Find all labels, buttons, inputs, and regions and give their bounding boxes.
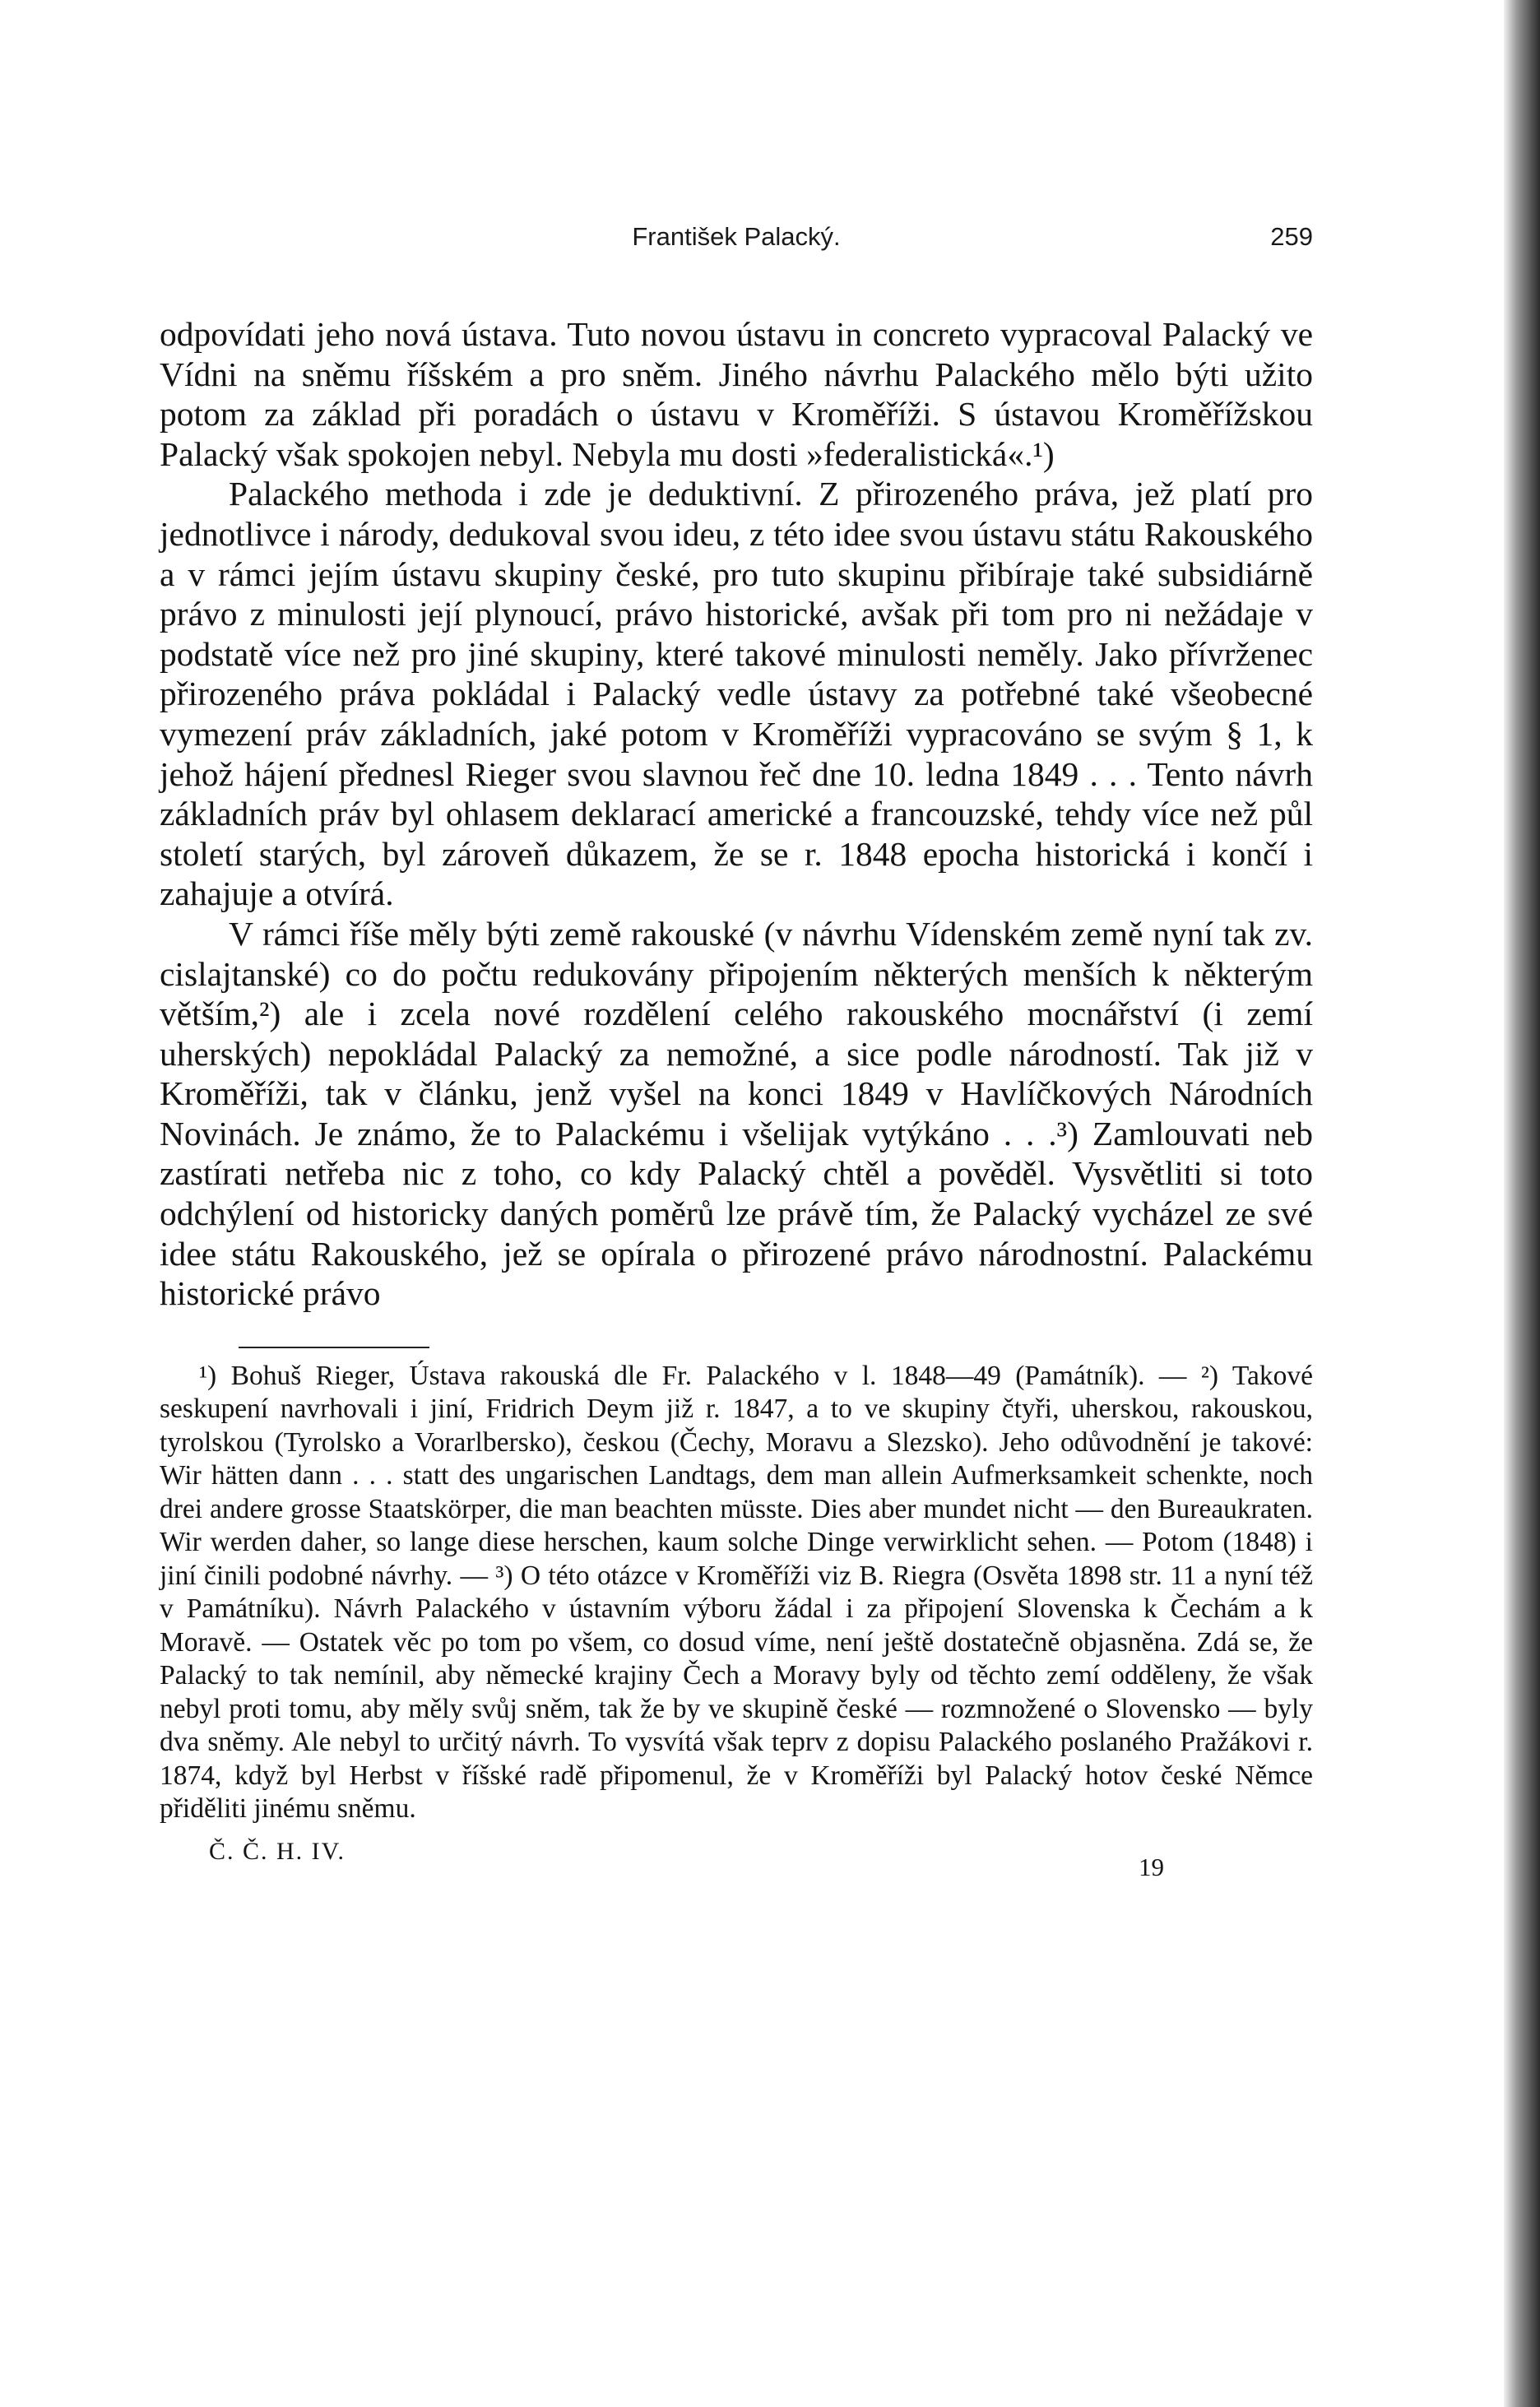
footnote-text: ¹) Bohuš Rieger, Ústava rakouská dle Fr. Palackého v l. 1848—49 (Památník). — ²) Takové seskupení navrhovali i jiní, Fridrich Deym již r. 1847, a to ve skupiny čtyři, uherskou, rakouskou, tyrolskou (Tyrolsko a Vorarlbersko), českou (Čechy, Moravu a Slezsko). Jeho odůvodnění je takové: Wir hätten dann . . . statt des ungarischen Landtags, dem man allein Aufmerksamkeit schenkte, noch drei andere grosse Staatskörper, die man beachten müsste. Dies aber mundet nicht — den Bureaukraten. Wir werden daher, so lange diese herschen, kaum solche Dinge verwirklicht sehen. — Potom (1848) i jiní činili podobné návrhy. — ³) O této otázce v Kroměříži viz B. Riegra (Osvěta 1898 str. 11 a nyní též v Památníku). Návrh Palackého v ústavním výboru žádal i za připojení Slovenska k Čechám a k Moravě. — Ostatek věc po tom po všem, co dosud víme, není ještě dostatečně objasněna. Zdá se, že Palacký to tak nemínil, aby německé krajiny Čech a Moravy byly od těchto zemí odděleny, že však nebyl proti tomu, aby měly svůj sněm, tak že by ve skupině české — rozmnožené o Slovensko — byly dva sněmy. Ale nebyl to určitý návrh. To vysvítá však teprv z dopisu Palackého poslaného Pražákovi r. 1874, když byl Herbst v říšské radě připomenul, že v Kroměříži byl Palacký hotov české Němce přiděliti jinému sněmu.	[160, 1360, 1313, 1825]
footnote-separator	[239, 1347, 429, 1348]
paragraph-2: Palackého methoda i zde je deduktivní. Z přirozeného práva, jež platí pro jednotlivce i národy, dedukoval svou ideu, z této idee svou ústavu státu Rakouského a v rámci jejím ústavu skupiny české, pro tuto skupinu přibíraje také subsidiárně právo z minulosti její plynoucí, právo historické, avšak při tom pro ni nežádaje v podstatě více než pro jiné skupiny, které takové minulosti neměly. Jako přívrženec přirozeného práva pokládal i Palacký vedle ústavy za potřebné také všeobecné vymezení práv základních, jaké potom v Kroměříži vypracováno se svým § 1, k jehož hájení přednesl Rieger svou slavnou řeč dne 10. ledna 1849 . . . Tento návrh základních práv byl ohlasem deklarací americké a francouzské, tehdy více než půl století starých, byl zároveň důkazem, že se r. 1848 epocha historická i končí i zahajuje a otvírá.	[160, 475, 1313, 913]
running-title: František Palacký.	[632, 222, 841, 251]
paragraph-3: V rámci říše měly býti země rakouské (v návrhu Vídenském země nyní tak zv. cislajtanské) co do počtu redukovány připojením některých menších k některým větším,²) ale i zcela nové rozdělení celého rakouského mocnářství (i zemí uherských) nepokládal Palacký za nemožné, a sice podle národností. Tak již v Kroměříži, tak v článku, jenž vyšel na konci 1849 v Havlíčkových Národních Novinách. Je známo, že to Palackému i všelijak vytýkáno . . .³) Zamlouvati neb zastírati netřeba nic z toho, co kdy Palacký chtěl a pověděl. Vysvětliti si toto odchýlení od historicky daných poměrů lze právě tím, že Palacký vycházel ze své idee státu Rakouského, jež se opírala o přirozené právo národnostní. Palackému historické právo	[160, 914, 1313, 1313]
main-text	[160, 314, 1313, 1314]
signature-mark: Č. Č. H. IV.	[209, 1837, 346, 1865]
footnotes	[160, 1360, 1313, 1826]
page-number: 259	[1270, 222, 1313, 251]
page-header	[160, 222, 1313, 263]
scan-edge	[1504, 0, 1540, 2407]
paragraph-1: odpovídati jeho nová ústava. Tuto novou ústavu in concreto vypracoval Palacký ve Vídni na sněmu říšském a pro sněm. Jiného návrhu Palackého mělo býti užito potom za základ při poradách o ústavu v Kroměříži. S ústavou Kroměřížskou Palacký však spokojen nebyl. Nebyla mu dosti »federalistická«.¹)	[160, 315, 1313, 473]
signature-number: 19	[1139, 1852, 1164, 1881]
book-page	[160, 222, 1313, 1882]
printer-signature	[160, 1833, 1313, 1882]
